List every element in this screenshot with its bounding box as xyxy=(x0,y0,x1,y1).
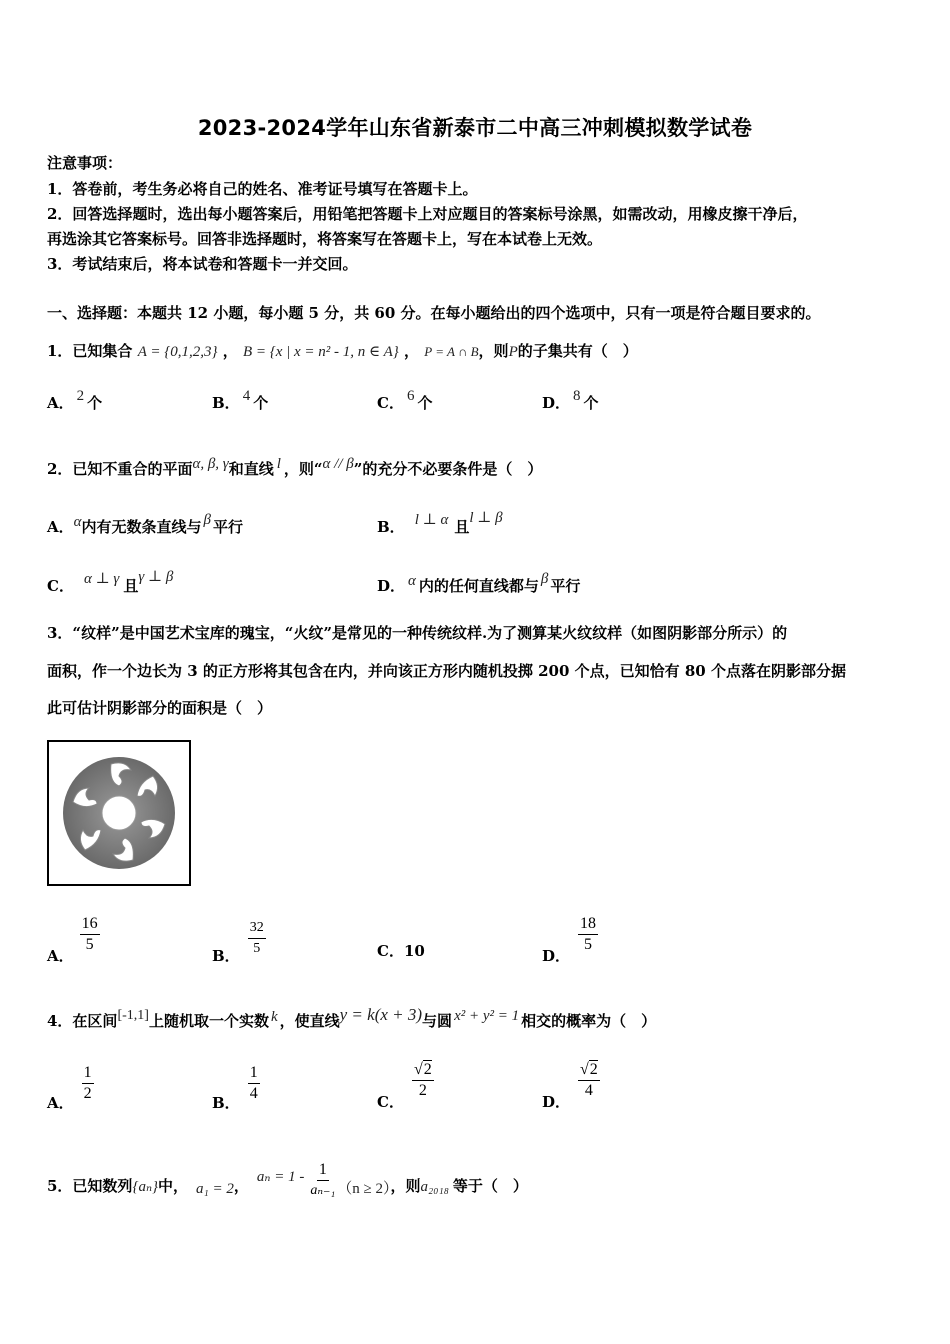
q4-tail: 相交的概率为（ ） xyxy=(521,1012,657,1030)
option-label: B． xyxy=(212,394,240,412)
option-fraction: $\frac{1}{4}$ xyxy=(249,1064,258,1102)
option-text: 平行 xyxy=(550,577,581,595)
option-a[interactable] xyxy=(47,914,100,965)
q4-lead: 4．在区间 xyxy=(47,1012,118,1030)
option-label: B． xyxy=(212,946,240,965)
option-fraction: $\frac{16}{5}$ xyxy=(81,915,98,953)
option-a[interactable] xyxy=(47,1063,94,1112)
q2-mid: ，则“ xyxy=(283,460,323,478)
q2-tail: ”的充分不必要条件是（ ） xyxy=(353,460,543,478)
option-a[interactable] xyxy=(47,512,244,537)
q4-interval: [-1,1] xyxy=(117,1008,149,1023)
option-value: 10 xyxy=(403,942,425,960)
section-heading: 一、选择题：本题共 12 小题，每小题 5 分，共 60 分。在每小题给出的四个选项中，只有一项是符合题目要求的。 xyxy=(47,304,821,322)
option-label: D． xyxy=(542,1092,571,1111)
q1-set-b: B = {x | x = n² - 1, n ∈ A} xyxy=(242,344,399,360)
q1-mid: ，则 xyxy=(478,342,509,360)
option-fraction: $\frac{18}{5}$ xyxy=(580,915,597,953)
option-label: A． xyxy=(47,946,74,965)
q1-sep: ， xyxy=(404,342,420,360)
q1-tail: 的子集共有（ ） xyxy=(517,342,638,360)
option-unit: 个 xyxy=(87,394,103,412)
option-fraction: $\frac{32}{5}$ xyxy=(249,920,264,956)
option-label: C． xyxy=(377,1092,404,1111)
option-a[interactable] xyxy=(47,388,103,413)
option-c[interactable] xyxy=(377,1060,434,1111)
option-text: 且 xyxy=(454,518,470,536)
q4-line: y = k(x + 3) xyxy=(339,1005,423,1024)
question-4 xyxy=(47,1005,657,1031)
q4-k: k xyxy=(270,1009,278,1025)
option-label: A． xyxy=(47,1093,74,1112)
option-value: 8 xyxy=(573,388,581,404)
option-value: 6 xyxy=(406,388,415,404)
q3-text-line: 面积，作一个边长为 3 的正方形将其包含在内，并向该正方形内随机投掷 200 个点，已知恰有 80 个点落在阴影部分据 xyxy=(47,662,846,680)
q4-circle: x² + y² = 1 xyxy=(454,1008,520,1024)
q5-recurrence-fraction: $\frac{1}{\text{aₙ₋₁}}$ xyxy=(310,1161,336,1198)
q5-lead: 5．已知数列 xyxy=(47,1176,133,1195)
fire-pattern-icon xyxy=(49,742,189,884)
q2-planes: α, β, γ xyxy=(192,456,229,472)
option-math: β xyxy=(540,571,549,587)
question-2 xyxy=(47,458,542,479)
option-d[interactable] xyxy=(542,1060,600,1111)
q5-a1: a₁ = 2 xyxy=(196,1180,234,1197)
q2-mid: 和直线 xyxy=(228,460,274,478)
option-label: B． xyxy=(377,518,405,536)
q1-sep: ， xyxy=(222,342,238,360)
notice-heading: 注意事项： xyxy=(47,154,123,172)
q4-text: ，使直线 xyxy=(279,1012,340,1030)
q3-text-line: 此可估计阴影部分的面积是（ ） xyxy=(47,699,273,717)
notice-item: 再选涂其它答案标号。回答非选择题时，将答案写在答题卡上，写在本试卷上无效。 xyxy=(47,230,603,248)
option-label: D． xyxy=(377,577,406,595)
option-unit: 个 xyxy=(253,394,269,412)
option-text: 内的任何直线都与 xyxy=(418,577,539,595)
option-b[interactable] xyxy=(212,1063,260,1112)
q4-text: 与圆 xyxy=(422,1012,453,1030)
q1-lead: 1．已知集合 xyxy=(47,342,133,360)
option-value: 4 xyxy=(242,388,251,404)
option-fraction: $\frac{1}{2}$ xyxy=(83,1064,92,1102)
option-label: B． xyxy=(212,1093,240,1112)
option-c[interactable] xyxy=(47,569,174,596)
option-b[interactable] xyxy=(212,388,269,413)
q1-set-p: P = A ∩ B xyxy=(424,344,479,359)
option-label: C． xyxy=(377,394,404,412)
option-b[interactable] xyxy=(377,510,503,537)
q5-target: a₂₀₁₈ xyxy=(420,1178,449,1195)
option-fraction: $\frac{√2}{2}$ xyxy=(413,1061,432,1099)
q4-text: 上随机取一个实数 xyxy=(148,1012,269,1030)
option-label: D． xyxy=(542,394,571,412)
option-d[interactable] xyxy=(542,914,598,965)
q5-recurrence: aₙ = 1 - xyxy=(256,1168,305,1185)
notice-item: 3．考试结束后，将本试卷和答题卡一并交回。 xyxy=(47,255,358,273)
q5-text: 中， xyxy=(158,1176,189,1195)
question-5 xyxy=(47,1140,528,1198)
question-1 xyxy=(47,340,638,361)
notice-item: 1．答卷前，考生务必将自己的姓名、准考证号填写在答题卡上。 xyxy=(47,180,478,198)
notice-item: 2．回答选择题时，选出每小题答案后，用铅笔把答题卡上对应题目的答案标号涂黑，如需改动，用橡皮擦干净后， xyxy=(47,205,808,223)
option-label: C． xyxy=(377,942,404,960)
option-math: l ⊥ β xyxy=(469,510,503,526)
option-b[interactable] xyxy=(212,918,266,965)
option-d[interactable] xyxy=(377,571,581,596)
option-math: α xyxy=(73,514,82,530)
option-label: D． xyxy=(542,946,571,965)
q5-tail: 等于（ ） xyxy=(452,1176,528,1195)
option-c[interactable] xyxy=(377,388,433,413)
option-math: l ⊥ α xyxy=(414,512,449,528)
option-c[interactable] xyxy=(377,940,425,961)
q5-condition: （n ≥ 2） xyxy=(337,1180,391,1197)
option-math: α ⊥ γ xyxy=(83,571,120,587)
q2-line: l xyxy=(276,456,281,472)
option-math: β xyxy=(203,512,212,528)
q5-text: ，则 xyxy=(390,1176,421,1195)
option-label: A． xyxy=(47,394,74,412)
q3-text-line: 3．“纹样”是中国艺术宝库的瑰宝，“火纹”是常见的一种传统纹样.为了测算某火纹纹样（如图阴影部分所示）的 xyxy=(47,624,788,642)
q5-sequence: {aₙ} xyxy=(132,1178,159,1195)
option-label: A． xyxy=(47,518,74,536)
option-d[interactable] xyxy=(542,388,599,413)
page-title: 2023-2024学年山东省新泰市二中高三冲刺模拟数学试卷 xyxy=(197,116,753,140)
option-text: 且 xyxy=(123,577,139,595)
option-text: 内有无数条直线与 xyxy=(81,518,202,536)
option-math: γ ⊥ β xyxy=(138,569,174,585)
fire-pattern-figure xyxy=(47,740,191,886)
option-text: 平行 xyxy=(213,518,244,536)
option-fraction: $\frac{√2}{4}$ xyxy=(580,1061,598,1099)
option-math: α xyxy=(408,573,416,589)
q5-text: ， xyxy=(233,1176,249,1195)
option-value: 2 xyxy=(76,388,85,404)
option-unit: 个 xyxy=(417,394,433,412)
q1-var-p: P xyxy=(508,344,518,360)
option-label: C． xyxy=(47,577,74,595)
q2-condition: α // β xyxy=(322,456,354,472)
q1-set-a: A = {0,1,2,3} xyxy=(137,344,218,360)
option-unit: 个 xyxy=(583,394,599,412)
q2-lead: 2．已知不重合的平面 xyxy=(47,460,193,478)
